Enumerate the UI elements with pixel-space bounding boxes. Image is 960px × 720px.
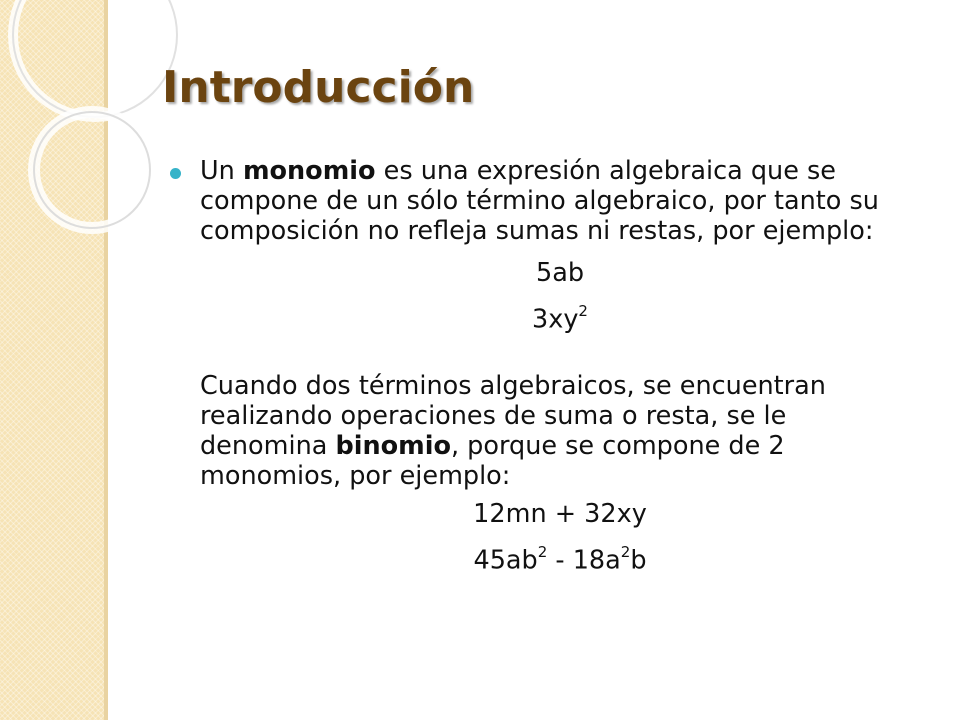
monomio-example-2 bbox=[200, 298, 920, 335]
binomio-example-2-a: 45ab bbox=[473, 545, 538, 575]
monomio-example-2-exponent: 2 bbox=[578, 302, 588, 320]
monomio-text-before: Un bbox=[200, 156, 243, 186]
monomio-example-2-base: 3xy bbox=[532, 304, 579, 335]
bullet-icon bbox=[170, 168, 181, 179]
binomio-example-1: 12mn + 32xy bbox=[473, 498, 647, 529]
binomio-term: binomio bbox=[335, 430, 451, 461]
binomio-text-after: , porque se compone de 2 monomios, por ejemplo: bbox=[200, 430, 785, 491]
monomio-text-after: es una expresión algebraica que se compone de un sólo término algebraico, por tanto su composición no refleja sumas ni restas, por ejemplo: bbox=[200, 156, 879, 246]
monomio-example-1-base: 5ab bbox=[535, 258, 585, 288]
monomio-term: monomio bbox=[242, 156, 376, 186]
binomio-example-2-end: b bbox=[630, 545, 647, 575]
monomio-paragraph bbox=[200, 156, 920, 246]
binomio-paragraph bbox=[200, 371, 920, 491]
binomio-example-2 bbox=[200, 539, 920, 576]
slide-title: Introducción bbox=[162, 62, 475, 113]
binomio-text-before: Cuando dos términos algebraicos, se encuentran realizando operaciones de suma o resta, se le denomina bbox=[200, 370, 826, 461]
binomio-example-2-a-exponent: 2 bbox=[537, 542, 548, 561]
monomio-example-1 bbox=[200, 258, 920, 288]
binomio-example-2-b-exponent: 2 bbox=[620, 542, 631, 561]
binomio-example-2-mid: - 18a bbox=[547, 545, 621, 575]
slide-body bbox=[200, 156, 920, 575]
